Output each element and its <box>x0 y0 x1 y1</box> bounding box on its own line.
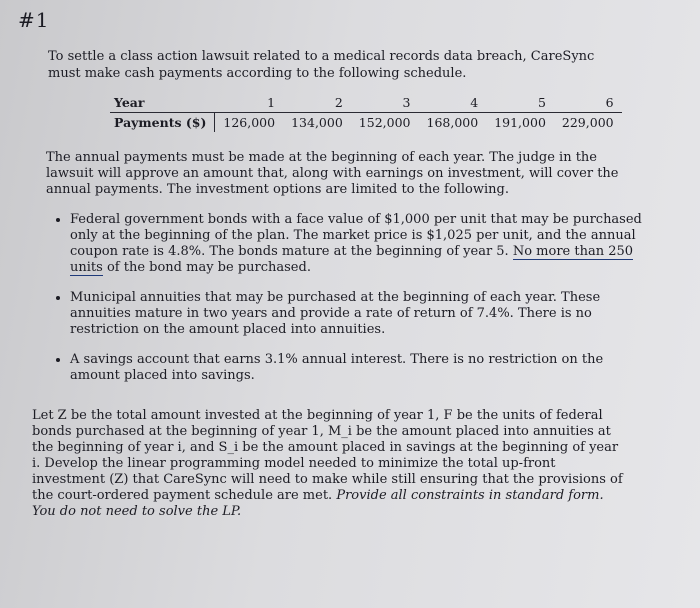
year-cell: 6 <box>554 93 622 113</box>
intro-paragraph: To settle a class action lawsuit related to a medical records data breach, CareSync must make cash payments according to the following schedule. <box>48 49 595 81</box>
list-item-bonds <box>70 212 650 276</box>
payment-schedule-table <box>110 93 622 132</box>
year-cell: 4 <box>419 93 487 113</box>
problem-number: #1 <box>18 8 50 32</box>
payments-label: Payments ($) <box>110 113 215 133</box>
model-instructions-paragraph <box>32 408 626 520</box>
list-item-annuities: • Municipal annuities that may be purchased at the beginning of each year. These annuities mature in two years and provide a rate of return of 7.4%. There is no restriction on the amount placed into annuities. <box>70 290 650 338</box>
standard-form-instruction: Provide all constraints in standard form. You do not need to solve the LP. <box>32 488 604 519</box>
payment-cell: 134,000 <box>291 115 343 130</box>
payment-cell: 126,000 <box>223 115 276 130</box>
payment-cell: 168,000 <box>426 115 479 130</box>
year-cell: 1 <box>215 93 283 113</box>
bonds-tail: of the bond may be purchased. <box>106 260 311 275</box>
list-item-savings: • A savings account that earns 3.1% annual interest. There is no restriction on the amount placed into savings. <box>70 352 650 384</box>
payment-cell: 191,000 <box>494 115 546 130</box>
year-cell: 3 <box>351 93 419 113</box>
year-cell: 5 <box>486 93 554 113</box>
bonds-limit-underlined: No more than 250 units <box>70 244 634 275</box>
variable-definitions: Let Z be the total amount invested at the beginning of year 1, F be the units of federal bonds purchased at the beginning of year 1, M_i be the amount placed into annuities at the beginning of year i, and S_i be the amount placed in savings at the beginning of year i. Develop the linear programming model needed to minimize the total up-front investment (Z) that CareSync will need to make while still ensuring that the provisions of the court-ordered payment schedule are met. <box>32 408 623 503</box>
payment-cell: 152,000 <box>358 115 411 130</box>
table-row-years <box>110 93 622 113</box>
investment-options-list <box>48 212 650 398</box>
year-cell: 2 <box>283 93 351 113</box>
payment-cell: 229,000 <box>561 115 614 130</box>
table-row-payments <box>110 113 622 133</box>
payment-rules-paragraph: The annual payments must be made at the beginning of each year. The judge in the lawsuit will approve an amount that, along with earnings on investment, will cover the annual payments. The investment options are limited to the following. <box>46 150 619 197</box>
bonds-text: Federal government bonds with a face value of $1,000 per unit that may be purchased only at the beginning of the plan. The market price is $1,025 per unit, and the annual coupon rate is 4.8%. The bonds mature at the beginning of year 5. <box>70 212 642 259</box>
year-label: Year <box>110 93 215 113</box>
